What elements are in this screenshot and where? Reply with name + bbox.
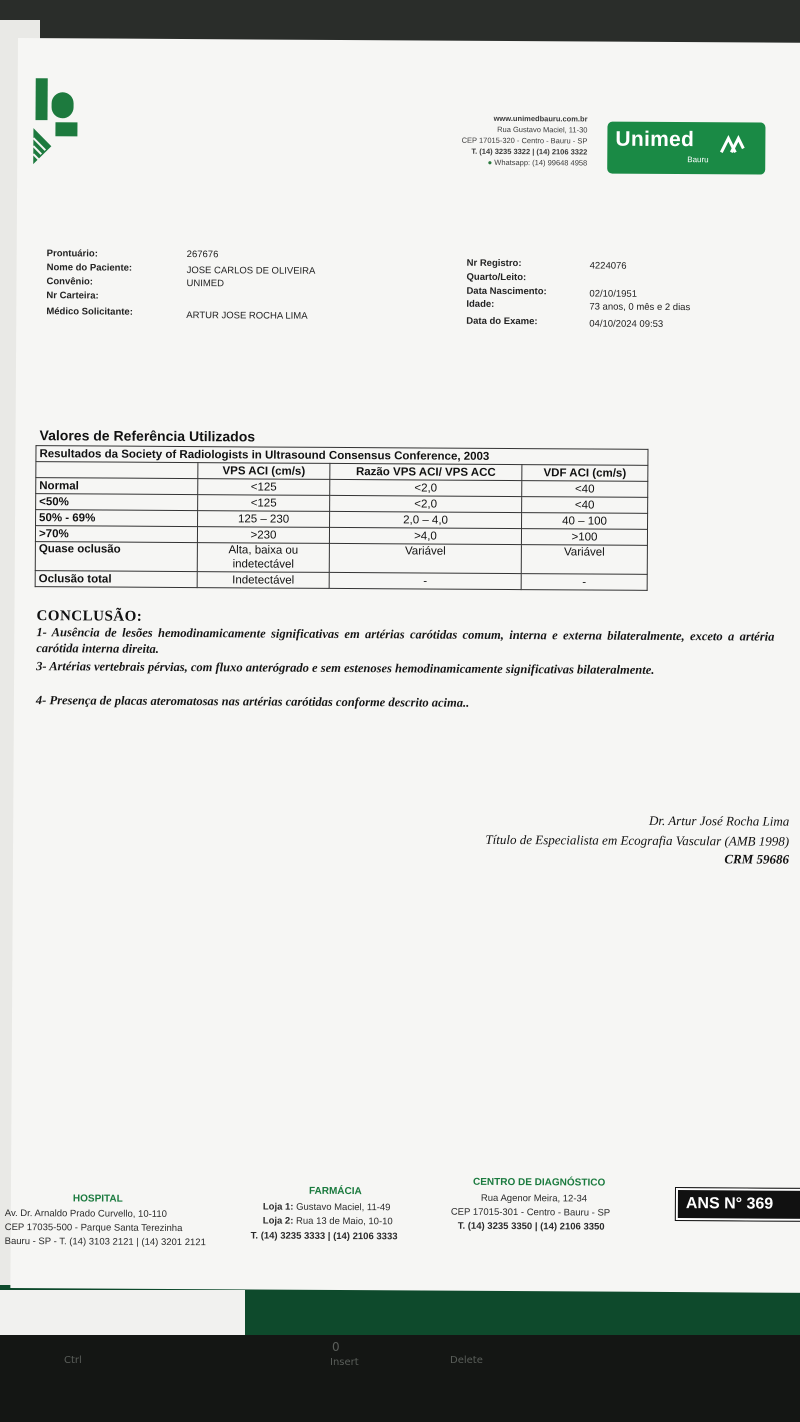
doctor-name: Dr. Artur José Rocha Lima: [648, 812, 790, 829]
footer-farmacia-phone: T. (14) 3235 3333 | (14) 2106 3333: [250, 1230, 398, 1243]
cell-razao: >4,0: [329, 527, 521, 544]
loja1-address: Gustavo Maciel, 11-49: [296, 1201, 391, 1214]
row-label: Normal: [36, 478, 198, 495]
prontuario-value: 267676: [186, 249, 219, 261]
quarto-label: Quarto/Leito:: [466, 271, 527, 284]
cell-vdf: <40: [522, 481, 648, 498]
key-insert: Insert: [330, 1357, 359, 1368]
conclusion-title: CONCLUSÃO:: [36, 608, 143, 625]
whatsapp-line: [347, 156, 587, 168]
exame-label: Data do Exame:: [466, 315, 538, 328]
row-label: 50% - 69%: [36, 510, 198, 527]
key-ctrl: Ctrl: [64, 1355, 82, 1366]
footer-farmacia-loja2: [263, 1216, 393, 1228]
cell-vps: <125: [198, 479, 330, 496]
whatsapp-icon: ●: [487, 157, 493, 167]
cell-razao: <2,0: [330, 479, 522, 496]
header-vdf: VDF ACI (cm/s): [522, 465, 648, 482]
loja2-label: Loja 2:: [262, 1215, 294, 1227]
header-vps: VPS ACI (cm/s): [198, 463, 330, 480]
conclusion-item-4: 4- Presença de placas ateromatosas nas artérias carótidas conforme descrito acima..: [35, 693, 470, 710]
footer-diag-cep: CEP 17015-301 - Centro - Bauru - SP: [450, 1206, 611, 1219]
header-empty: [36, 462, 198, 479]
keyboard: [0, 1335, 800, 1422]
doctor-crm: CRM 59686: [724, 851, 790, 867]
idade-value: 73 anos, 0 mês e 2 dias: [589, 301, 691, 314]
footer-hospital-address: Av. Dr. Arnaldo Prado Curvello, 10-110: [4, 1207, 167, 1220]
header-address: [347, 112, 587, 168]
table-row: [35, 571, 647, 591]
row-label: Oclusão total: [35, 571, 197, 588]
cell-vps: <125: [198, 495, 330, 512]
doctor-title: Título de Especialista em Ecografia Vascular (AMB 1998): [485, 831, 790, 849]
cell-vdf: <40: [522, 497, 648, 514]
unimed-brand-badge: [607, 122, 765, 175]
report-page: [4, 38, 800, 1293]
phone-numbers: T. (14) 3235 3322 | (14) 2106 3322: [471, 146, 588, 157]
footer-diag-title: CENTRO DE DIAGNÓSTICO: [472, 1176, 606, 1189]
unimed-symbol-icon: [719, 134, 745, 154]
unimed-brand-city: Bauru: [687, 155, 709, 165]
cell-vps: Alta, baixa ou indetectável: [197, 543, 329, 573]
cep-address: CEP 17015-320 - Centro - Bauru - SP: [461, 135, 588, 146]
hospital-logo-icon: [31, 78, 92, 174]
footer-hospital-cep: CEP 17035-500 - Parque Santa Terezinha: [4, 1221, 183, 1235]
idade-label: Idade:: [466, 298, 495, 310]
cell-razao: Variável: [329, 543, 521, 573]
cell-vdf: 40 – 100: [522, 513, 648, 530]
reference-title: Valores de Referência Utilizados: [39, 427, 256, 445]
conclusion-item-3: 3- Artérias vertebrais pérvias, com fluxo anterógrado e sem estenoses hemodinamicamente significativas bilateralmente.: [36, 659, 655, 677]
cell-razao: 2,0 – 4,0: [330, 511, 522, 528]
registro-value: 4224076: [589, 260, 627, 272]
nascimento-label: Data Nascimento:: [466, 285, 547, 298]
header-razao: Razão VPS ACI/ VPS ACC: [330, 463, 522, 480]
ans-number: ANS N° 369: [685, 1195, 774, 1213]
patient-name-value: JOSE CARLOS DE OLIVEIRA: [186, 265, 316, 277]
cell-vps: Indetectável: [197, 572, 329, 589]
cell-razao: <2,0: [330, 495, 522, 512]
convenio-value: UNIMED: [186, 278, 225, 290]
footer-diag-phone: T. (14) 3235 3350 | (14) 2106 3350: [457, 1220, 605, 1233]
registro-label: Nr Registro:: [466, 257, 522, 270]
street-address: Rua Gustavo Maciel, 11-30: [497, 124, 588, 135]
cell-vps: 125 – 230: [198, 511, 330, 528]
carteira-label: Nr Carteira:: [46, 290, 99, 302]
patient-name-label: Nome do Paciente:: [46, 262, 133, 274]
cell-vdf: -: [521, 574, 647, 591]
footer-farmacia-title: FARMÁCIA: [308, 1185, 362, 1198]
medico-value: ARTUR JOSE ROCHA LIMA: [186, 310, 308, 322]
medico-label: Médico Solicitante:: [46, 306, 133, 318]
loja2-address: Rua 13 de Maio, 10-10: [296, 1215, 393, 1228]
convenio-label: Convênio:: [46, 276, 93, 288]
row-label: >70%: [35, 526, 197, 543]
cell-razao: -: [329, 572, 521, 589]
footer-hospital-phone: Bauru - SP - T. (14) 3103 2121 | (14) 3201 2121: [4, 1235, 206, 1249]
row-label: Quase oclusão: [35, 542, 197, 572]
key-delete: Delete: [450, 1355, 483, 1366]
loja1-label: Loja 1:: [262, 1201, 294, 1213]
conclusion-item-1: 1- Ausência de lesões hemodinamicamente significativas em artérias carótidas comum, interna e externa bilateralmente, exceto a artéria carótida interna direita.: [36, 625, 775, 656]
footer-hospital-title: HOSPITAL: [72, 1193, 123, 1205]
row-label: <50%: [36, 494, 198, 511]
cell-vdf: Variável: [521, 545, 647, 575]
unimed-brand-name: Unimed: [615, 127, 695, 152]
ans-registration-badge: [676, 1188, 800, 1221]
footer-farmacia-loja1: [263, 1202, 391, 1214]
footer-diag-address: Rua Agenor Meira, 12-34: [480, 1192, 588, 1205]
cell-vps: >230: [197, 527, 329, 544]
table-title: Resultados da Society of Radiologists in Ultrasound Consensus Conference, 2003: [36, 446, 648, 466]
prontuario-label: Prontuário:: [46, 248, 98, 260]
website-link[interactable]: www.unimedbauru.com.br: [493, 113, 588, 124]
whatsapp-number: Whatsapp: (14) 99648 4958: [494, 157, 588, 168]
reference-table: [35, 445, 649, 591]
cell-vdf: >100: [521, 529, 647, 546]
table-row: [35, 542, 647, 575]
exame-value: 04/10/2024 09:53: [589, 318, 664, 330]
key-zero: 0: [332, 1340, 340, 1354]
nascimento-value: 02/10/1951: [589, 288, 638, 300]
